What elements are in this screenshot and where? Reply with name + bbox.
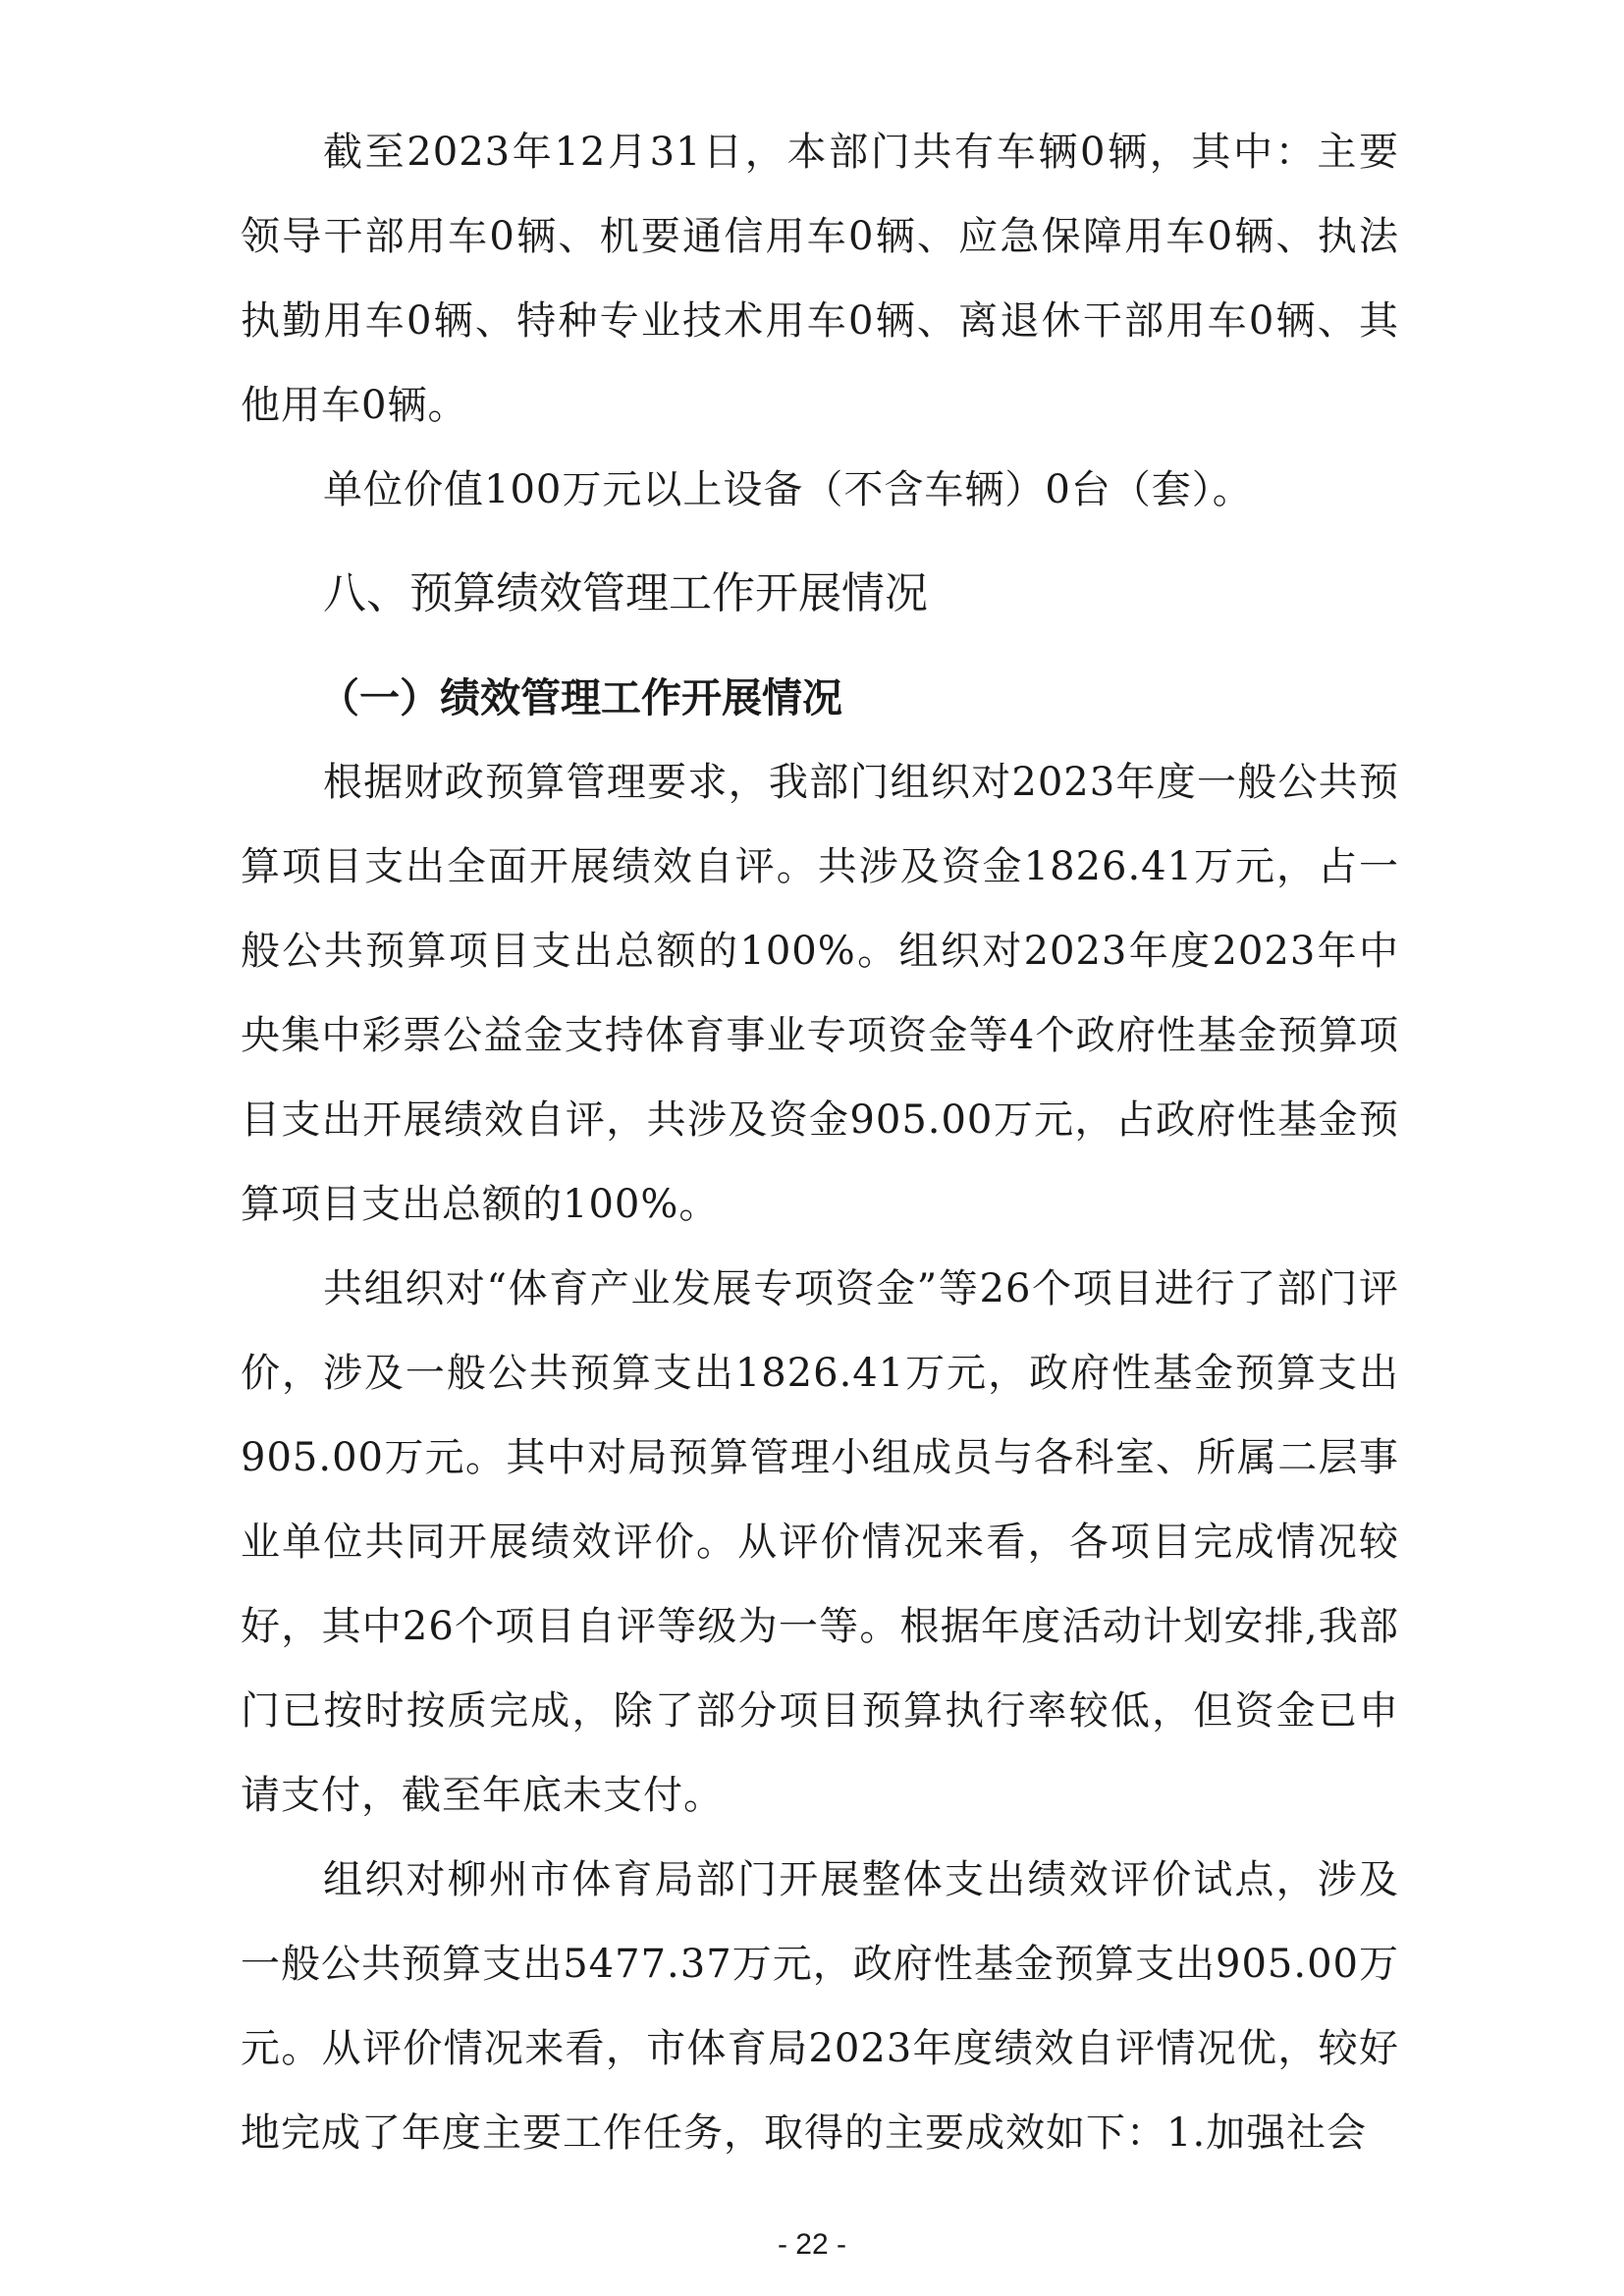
paragraph-department-evaluation: 共组织对“体育产业发展专项资金”等26个项目进行了部门评价，涉及一般公共预算支出1826.41万元，政府性基金预算支出905.00万元。其中对局预算管理小组成员与各科室、所属二层事业单位共同开展绩效评价。从评价情况来看，各项目完成情况较好，其中26个项目自评等级为一等。根据年度活动计划安排,我部门已按时按质完成，除了部分项目预算执行率较低，但资金已申请支付，截至年底未支付。 — [241, 1266, 1399, 1818]
section-title: 八、预算绩效管理工作开展情况 — [323, 568, 928, 618]
paragraph-overall-evaluation: 组织对柳州市体育局部门开展整体支出绩效评价试点，涉及一般公共预算支出5477.37万元，政府性基金预算支出905.00万元。从评价情况来看，市体育局2023年度绩效自评情况优，较好地完成了年度主要工作任务，取得的主要成效如下：1.加强社会 — [241, 1857, 1399, 2156]
paragraph-vehicles: 截至2023年12月31日，本部门共有车辆0辆，其中：主要领导干部用车0辆、机要通信用车0辆、应急保障用车0辆、执法执勤用车0辆、特种专业技术用车0辆、离退休干部用车0辆、其他用车0辆。 — [241, 130, 1399, 428]
paragraph-equipment: 单位价值100万元以上设备（不含车辆）0台（套）。 — [323, 467, 1253, 512]
page-content — [241, 110, 1399, 2175]
page-number: - 22 - — [777, 2228, 847, 2261]
subsection-title: （一）绩效管理工作开展情况 — [319, 674, 842, 721]
paragraph-self-evaluation: 根据财政预算管理要求，我部门组织对2023年度一般公共预算项目支出全面开展绩效自评。共涉及资金1826.41万元，占一般公共预算项目支出总额的100%。组织对2023年度2023年中央集中彩票公益金支持体育事业专项资金等4个政府性基金预算项目支出开展绩效自评，共涉及资金905.00万元，占政府性基金预算项目支出总额的100%。 — [241, 760, 1399, 1227]
